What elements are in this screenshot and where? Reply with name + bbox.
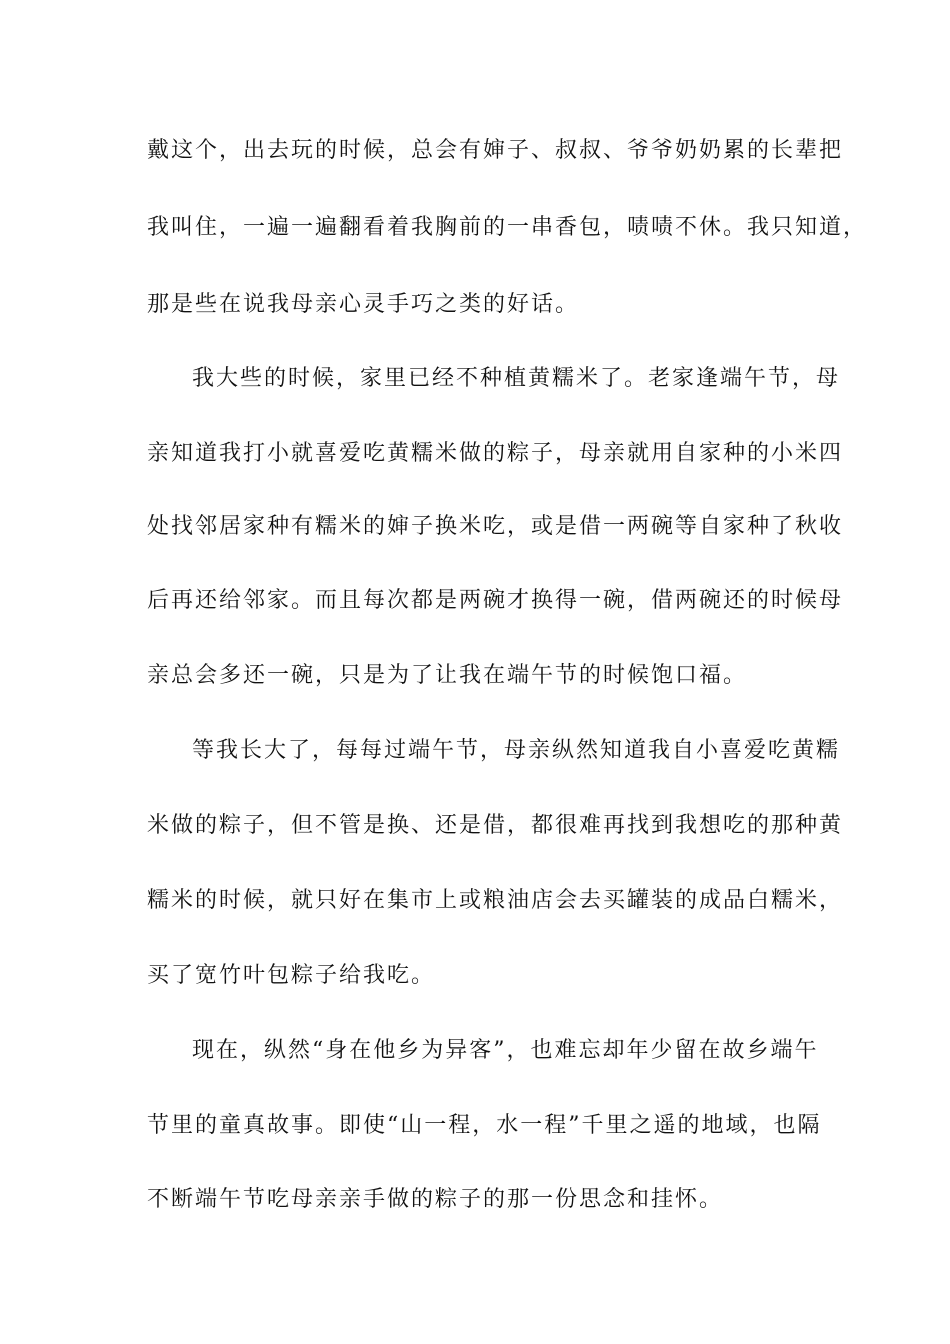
paragraph-first-line: 我大些的时候，家里已经不种植黄糯米了。老家逢端午节，母 [192,366,841,391]
text-line: 买了宽竹叶包粽子给我吃。 [147,963,436,988]
text-line: 亲总会多还一碗，只是为了让我在端午节的时候饱口福。 [147,663,748,688]
text-line: 米做的粽子，但不管是换、还是借，都很难再找到我想吃的那种黄 [147,813,844,838]
text-line: 后再还给邻家。而且每次都是两碗才换得一碗，借两碗还的时候母 [147,588,844,613]
text-line: 不断端午节吃母亲亲手做的粽子的那一份思念和挂怀。 [147,1187,724,1212]
text-line: 我叫住，一遍一遍翻看着我胸前的一串香包，啧啧不休。我只知道， [147,215,868,240]
text-line: 那是些在说我母亲心灵手巧之类的好话。 [147,292,580,317]
paragraph-first-line: 等我长大了，每每过端午节，母亲纵然知道我自小喜爱吃黄糯 [192,738,841,763]
paragraph-first-line: 现在，纵然“身在他乡为异客”，也难忘却年少留在故乡端午 [192,1038,819,1063]
text-line: 处找邻居家种有糯米的婶子换米吃，或是借一两碗等自家种了秋收 [147,514,844,539]
text-line: 戴这个，出去玩的时候，总会有婶子、叔叔、爷爷奶奶累的长辈把 [147,138,844,163]
text-line: 糯米的时候，就只好在集市上或粮油店会去买罐装的成品白糯米， [147,888,844,913]
text-line: 节里的童真故事。即使“山一程，水一程”千里之遥的地域，也隔 [147,1113,822,1138]
text-line: 亲知道我打小就喜爱吃黄糯米做的粽子，母亲就用自家种的小米四 [147,441,844,466]
